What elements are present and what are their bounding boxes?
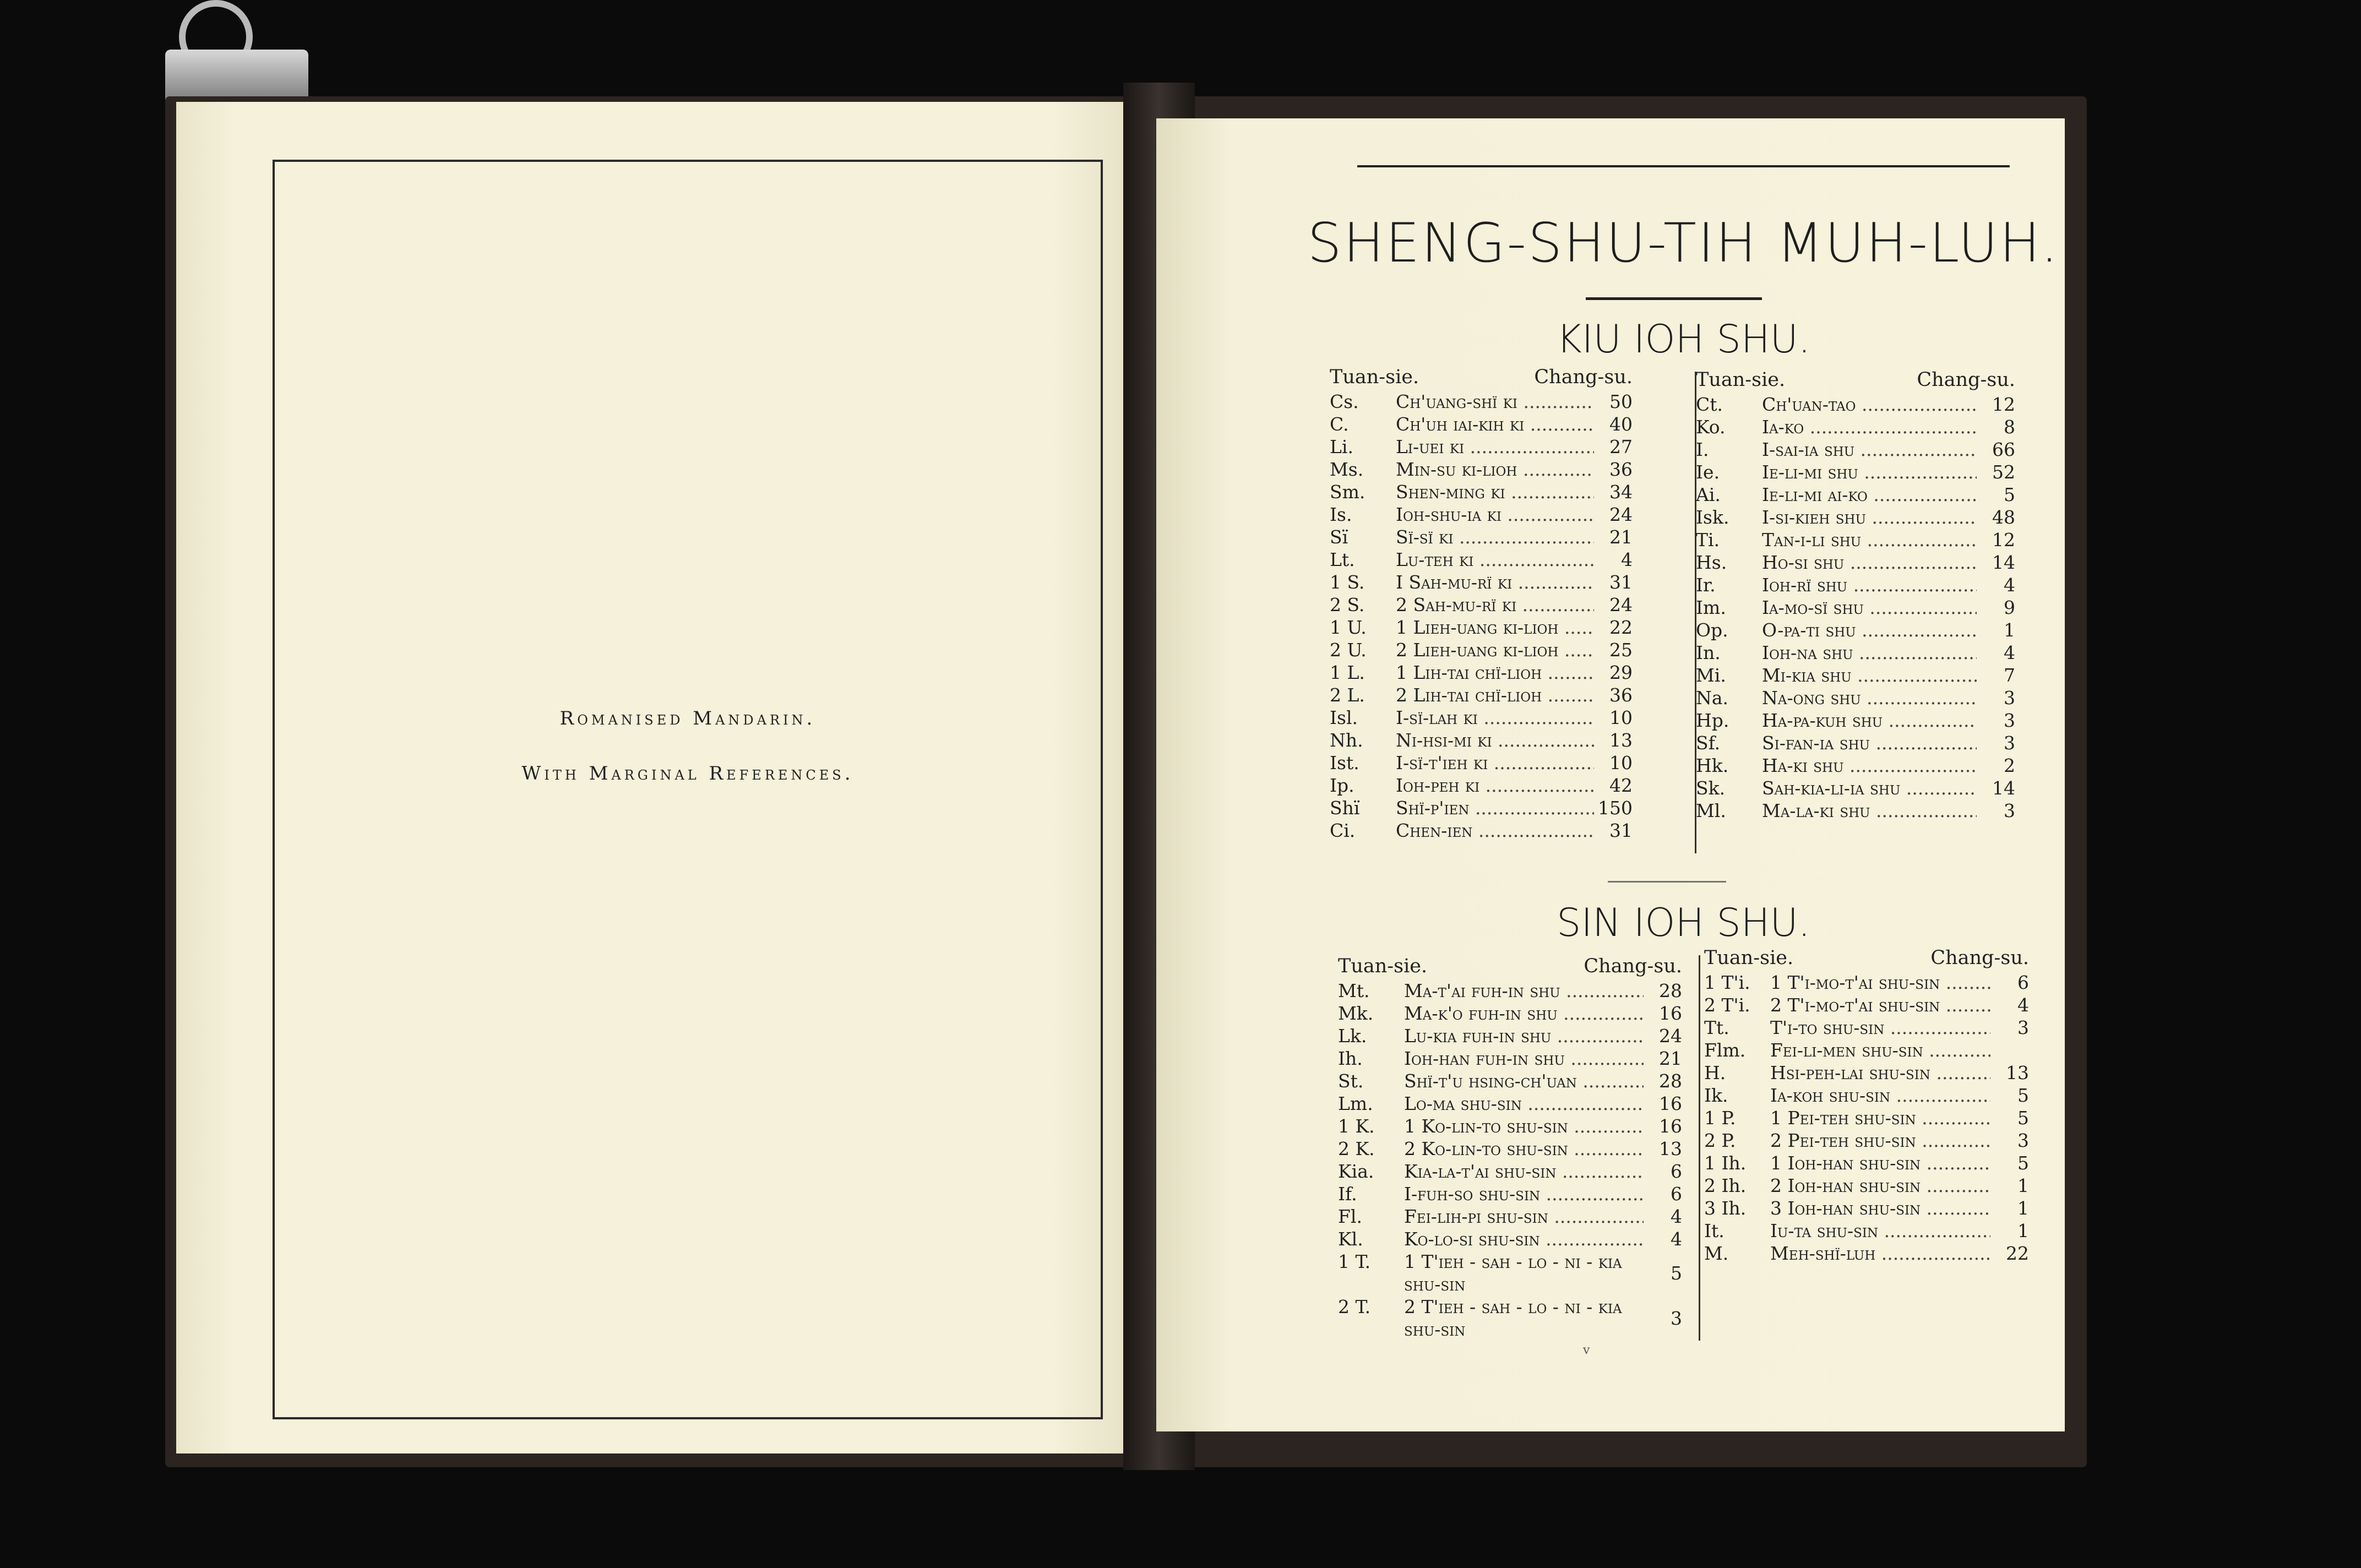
chapter-count: 31 [1609, 571, 1633, 593]
book-entry [1704, 1197, 2029, 1219]
book-entry [1704, 1242, 2029, 1265]
book-entry [1696, 641, 2015, 664]
chapter-count: 4 [1671, 1228, 1682, 1250]
book-abbreviation: 1 T. [1338, 1251, 1371, 1272]
book-abbreviation: Kia. [1338, 1161, 1374, 1182]
book-entry [1696, 416, 2015, 438]
book-name: Si-fan-ia shu ..... [1762, 732, 1977, 754]
book-entry [1338, 979, 1682, 1002]
book-entry [1330, 684, 1633, 706]
book-name: Li-uei ki ..... [1396, 435, 1594, 458]
book-entry [1704, 1129, 2029, 1152]
book-name: Meh-shï-luh ..... [1770, 1242, 1990, 1265]
book-name: Sï-sï ki ..... [1396, 526, 1594, 548]
chapter-count: 13 [2006, 1062, 2029, 1084]
page-number: v [1583, 1343, 1590, 1357]
book-abbreviation: Is. [1330, 504, 1352, 525]
book-name: Ma-la-ki shu ..... [1762, 799, 1977, 822]
chapter-count: 12 [1992, 394, 2015, 415]
book-abbreviation: 1 L. [1330, 662, 1365, 683]
book-name: Ia-mo-sï shu ..... [1762, 596, 1977, 619]
column-header [1338, 955, 1682, 979]
new-testament-left-column [1338, 955, 1682, 1341]
section-divider [1608, 881, 1726, 883]
book-abbreviation: Lt. [1330, 549, 1355, 570]
book-entry [1330, 503, 1633, 526]
abbr-header: Tuan-sie. [1704, 947, 1794, 969]
book-abbreviation: In. [1696, 642, 1721, 663]
book-entry [1696, 709, 2015, 732]
book-abbreviation: Im. [1696, 597, 1726, 618]
book-entry [1696, 461, 2015, 483]
book-name: 1 Lih-tai chï-lioh ..... [1396, 661, 1594, 684]
column-header [1696, 369, 2015, 393]
book-entry [1696, 732, 2015, 754]
book-entry [1704, 1219, 2029, 1242]
book-abbreviation: C. [1330, 413, 1349, 435]
chapter-count: 52 [1992, 461, 2015, 483]
book-entry [1696, 574, 2015, 596]
book-abbreviation: 1 T'i. [1704, 972, 1750, 993]
page-title: SHENG-SHU-TIH MUH-LUH. [1307, 212, 2060, 275]
chapter-count: 31 [1609, 820, 1633, 841]
chapter-count: 6 [1671, 1161, 1682, 1182]
book-entry [1704, 1084, 2029, 1107]
book-entry [1696, 619, 2015, 641]
book-name: Ioh-han fuh-in shu ..... [1404, 1047, 1644, 1070]
column-header [1704, 947, 2029, 971]
book-entry [1338, 1047, 1682, 1070]
book-abbreviation: Li. [1330, 436, 1353, 458]
chapter-count: 9 [2004, 597, 2015, 618]
old-testament-heading: KIU IOH SHU. [1556, 317, 1811, 362]
book-name: 1 Pei-teh shu-sin ..... [1770, 1107, 1990, 1129]
book-name: 2 Sah-mu-rï ki ..... [1396, 594, 1594, 616]
book-abbreviation: 1 Ih. [1704, 1152, 1747, 1174]
book-entry [1704, 1174, 2029, 1197]
book-abbreviation: Ik. [1704, 1085, 1728, 1106]
book-name: 2 Ko-lin-to shu-sin ..... [1404, 1137, 1644, 1160]
book-abbreviation: Hk. [1696, 755, 1729, 776]
book-name: I-fuh-so shu-sin ..... [1404, 1183, 1644, 1205]
book-abbreviation: 2 T'i. [1704, 994, 1750, 1016]
book-abbreviation: Ml. [1696, 800, 1726, 821]
abbr-header: Tuan-sie. [1696, 369, 1786, 391]
book-name: I-sï-lah ki ..... [1396, 706, 1594, 729]
book-entry [1696, 438, 2015, 461]
book-name: Ia-ko ..... [1762, 416, 1977, 438]
chapter-count: 42 [1609, 775, 1633, 796]
book-abbreviation: Ip. [1330, 775, 1354, 796]
chapter-count: 40 [1609, 413, 1633, 435]
chapter-count: 14 [1992, 777, 2015, 799]
book-abbreviation: Lm. [1338, 1093, 1373, 1114]
book-name: Ioh-rï shu ..... [1762, 574, 1977, 596]
book-name: I Sah-mu-rï ki ..... [1396, 571, 1594, 594]
book-entry [1696, 393, 2015, 416]
book-abbreviation: Cs. [1330, 391, 1359, 412]
chapter-count: 4 [2004, 642, 2015, 663]
chapter-count: 22 [2006, 1243, 2029, 1264]
chapter-count: 16 [1659, 1093, 1682, 1114]
chapter-count: 3 [2017, 1017, 2029, 1038]
book-entry [1704, 1152, 2029, 1174]
book-name: Ie-li-mi ai-ko ..... [1762, 483, 1977, 506]
chapter-count: 3 [2004, 800, 2015, 821]
top-rule [1357, 165, 2010, 167]
book-name: Fei-lih-pi shu-sin ..... [1404, 1205, 1644, 1228]
chapter-count: 50 [1609, 391, 1633, 412]
chapter-count: 13 [1659, 1138, 1682, 1159]
book-name: Ha-pa-kuh shu ..... [1762, 709, 1977, 732]
book-name: Ioh-na shu ..... [1762, 641, 1977, 664]
chapter-count: 1 [2017, 1220, 2029, 1242]
book-abbreviation: Sf. [1696, 732, 1721, 754]
chapter-count: 2 [2004, 755, 2015, 776]
book-abbreviation: It. [1704, 1220, 1724, 1242]
book-abbreviation: H. [1704, 1062, 1726, 1084]
chapter-count: 24 [1609, 594, 1633, 616]
chapter-count: 5 [2017, 1152, 2029, 1174]
book-name: Tan-i-li shu ..... [1762, 529, 1977, 551]
book-name: Iu-ta shu-sin ..... [1770, 1219, 1990, 1242]
book-abbreviation: 2 L. [1330, 684, 1365, 706]
chapters-header: Chang-su. [1584, 955, 1682, 977]
book-entry [1338, 1137, 1682, 1160]
book-abbreviation: Ie. [1696, 461, 1720, 483]
book-entry [1696, 687, 2015, 709]
book-name: Ch'uh iai-kih ki ..... [1396, 413, 1594, 435]
left-page-border [273, 160, 1103, 1419]
book-name: Ch'uan-tao ..... [1762, 393, 1977, 416]
book-name: 2 Lieh-uang ki-lioh ..... [1396, 639, 1594, 661]
book-name: Ha-ki shu ..... [1762, 754, 1977, 777]
book-name: 2 T'ieh - sah - lo - ni - kia shu-sin [1404, 1296, 1622, 1340]
book-name: Ho-si shu ..... [1762, 551, 1977, 574]
book-entry [1338, 1160, 1682, 1183]
chapter-count: 28 [1659, 1070, 1682, 1092]
book-entry [1330, 797, 1633, 819]
book-name: 2 Ioh-han shu-sin ..... [1770, 1174, 1990, 1197]
chapter-count: 1 [2004, 619, 2015, 641]
book-abbreviation: Shï [1330, 797, 1360, 819]
book-entry [1696, 529, 2015, 551]
book-name: Lo-ma shu-sin ..... [1404, 1092, 1644, 1115]
book-name: Ma-k'o fuh-in shu ..... [1404, 1002, 1644, 1025]
chapter-count: 7 [2004, 665, 2015, 686]
book-abbreviation: Isl. [1330, 707, 1358, 728]
book-entry [1338, 1092, 1682, 1115]
abbr-header: Tuan-sie. [1330, 366, 1419, 388]
book-entry [1704, 971, 2029, 994]
chapter-count: 22 [1609, 617, 1633, 638]
book-abbreviation: I. [1696, 439, 1709, 460]
chapter-count: 1 [2017, 1175, 2029, 1196]
book-name: 1 T'ieh - sah - lo - ni - kia shu-sin [1404, 1251, 1622, 1295]
book-entry [1338, 1025, 1682, 1047]
book-name: Ioh-shu-ia ki ..... [1396, 503, 1594, 526]
chapters-header: Chang-su. [1930, 947, 2029, 969]
book-abbreviation: 2 P. [1704, 1130, 1736, 1151]
book-entry [1330, 481, 1633, 503]
book-entry [1704, 1039, 2029, 1061]
book-abbreviation: Kl. [1338, 1228, 1363, 1250]
book-abbreviation: Fl. [1338, 1206, 1362, 1227]
book-name: Ch'uang-shï ki ..... [1396, 390, 1594, 413]
book-entry [1338, 1115, 1682, 1137]
book-abbreviation: Ct. [1696, 394, 1723, 415]
book-name: Shï-t'u hsing-ch'uan ..... [1404, 1070, 1644, 1092]
chapter-count: 4 [1671, 1206, 1682, 1227]
chapter-count: 3 [2004, 732, 2015, 754]
abbr-header: Tuan-sie. [1338, 955, 1428, 977]
book-name: I-sai-ia shu ..... [1762, 438, 1977, 461]
book-name: Shï-p'ien ..... [1396, 797, 1594, 819]
book-name: Chen-ien ..... [1396, 819, 1594, 842]
book-name: 1 Ioh-han shu-sin ..... [1770, 1152, 1990, 1174]
chapter-count: 21 [1659, 1048, 1682, 1069]
book-entry [1338, 1183, 1682, 1205]
book-name: 2 Pei-teh shu-sin ..... [1770, 1129, 1990, 1152]
book-abbreviation: Flm. [1704, 1039, 1746, 1061]
chapter-count: 34 [1609, 481, 1633, 503]
chapter-count: 3 [2004, 687, 2015, 709]
book-entry [1338, 1205, 1682, 1228]
book-name: 1 Lieh-uang ki-lioh ..... [1396, 616, 1594, 639]
book-entry [1330, 661, 1633, 684]
book-name: Ma-t'ai fuh-in shu ..... [1404, 979, 1644, 1002]
book-abbreviation: Op. [1696, 619, 1728, 641]
book-entry [1330, 706, 1633, 729]
new-testament-right-column [1704, 947, 2029, 1265]
chapter-count: 36 [1609, 684, 1633, 706]
book-abbreviation: Hs. [1696, 552, 1727, 573]
book-abbreviation: Ms. [1330, 459, 1364, 480]
book-name: Sah-kia-li-ia shu ..... [1762, 777, 1977, 799]
chapter-count: 3 [1671, 1307, 1682, 1329]
book-abbreviation: Ih. [1338, 1048, 1363, 1069]
chapter-count: 8 [2004, 416, 2015, 438]
book-abbreviation: Tt. [1704, 1017, 1729, 1038]
chapter-count: 21 [1609, 526, 1633, 548]
chapter-count: 10 [1609, 707, 1633, 728]
book-abbreviation: Ai. [1696, 484, 1721, 505]
book-abbreviation: M. [1704, 1243, 1729, 1264]
book-entry [1330, 526, 1633, 548]
chapter-count: 16 [1659, 1003, 1682, 1024]
book-entry [1696, 551, 2015, 574]
book-entry [1330, 390, 1633, 413]
book-entry [1338, 1295, 1682, 1341]
book-entry [1696, 483, 2015, 506]
book-abbreviation: 2 U. [1330, 639, 1367, 661]
book-name: 1 T'i-mo-t'ai shu-sin ..... [1770, 971, 1990, 994]
chapter-count: 4 [2017, 994, 2029, 1016]
book-abbreviation: Isk. [1696, 507, 1729, 528]
book-entry [1330, 548, 1633, 571]
book-name: Ioh-peh ki ..... [1396, 774, 1594, 797]
book-name: Fei-li-men shu-sin ..... [1770, 1039, 1990, 1061]
chapter-count: 13 [1609, 729, 1633, 751]
book-entry [1338, 1250, 1682, 1295]
chapter-count: 6 [1671, 1183, 1682, 1205]
book-abbreviation: 2 T. [1338, 1296, 1371, 1317]
title-underline [1586, 297, 1762, 300]
book-entry [1704, 994, 2029, 1016]
book-abbreviation: Ti. [1696, 529, 1720, 551]
book-abbreviation: Mk. [1338, 1003, 1374, 1024]
book-name: 2 Lih-tai chï-lioh ..... [1396, 684, 1594, 706]
chapter-count: 150 [1598, 797, 1633, 819]
book-name: Ia-koh shu-sin ..... [1770, 1084, 1990, 1107]
chapter-count: 10 [1609, 752, 1633, 774]
chapters-header: Chang-su. [1534, 366, 1633, 388]
chapter-count: 29 [1609, 662, 1633, 683]
book-entry [1330, 752, 1633, 774]
chapter-count: 3 [2017, 1130, 2029, 1151]
book-abbreviation: Hp. [1696, 710, 1729, 731]
book-name: Na-ong shu ..... [1762, 687, 1977, 709]
book-name: Ie-li-mi shu ..... [1762, 461, 1977, 483]
chapter-count: 28 [1659, 980, 1682, 1001]
book-entry [1330, 571, 1633, 594]
book-name: Min-su ki-lioh ..... [1396, 458, 1594, 481]
old-testament-right-column [1696, 369, 2015, 822]
chapter-count: 4 [2004, 574, 2015, 596]
book-abbreviation: St. [1338, 1070, 1364, 1092]
chapter-count: 5 [2017, 1107, 2029, 1129]
book-name: T'i-to shu-sin ..... [1770, 1016, 1990, 1039]
book-abbreviation: Nh. [1330, 729, 1363, 751]
book-name: I-sï-t'ieh ki ..... [1396, 752, 1594, 774]
chapter-count: 5 [1671, 1262, 1682, 1284]
chapter-count: 5 [2004, 484, 2015, 505]
book-abbreviation: 1 S. [1330, 571, 1365, 593]
book-entry [1696, 506, 2015, 529]
book-entry [1330, 435, 1633, 458]
book-entry [1330, 594, 1633, 616]
book-entry [1330, 413, 1633, 435]
new-testament-heading: SIN IOH SHU. [1557, 900, 1810, 945]
book-abbreviation: Mi. [1696, 665, 1726, 686]
book-name: Kia-la-t'ai shu-sin ..... [1404, 1160, 1644, 1183]
book-abbreviation: 2 S. [1330, 594, 1365, 616]
old-testament-left-column [1330, 366, 1633, 842]
book-name: I-si-kieh shu ..... [1762, 506, 1977, 529]
column-header [1330, 366, 1633, 390]
book-abbreviation: 1 K. [1338, 1115, 1375, 1137]
book-name: O-pa-ti shu ..... [1762, 619, 1977, 641]
chapter-count: 12 [1992, 529, 2015, 551]
book-name: 1 Ko-lin-to shu-sin ..... [1404, 1115, 1644, 1137]
book-name: Lu-teh ki ..... [1396, 548, 1594, 571]
book-name: 3 Ioh-han shu-sin ..... [1770, 1197, 1990, 1219]
book-abbreviation: If. [1338, 1183, 1357, 1205]
book-name: Shen-ming ki ..... [1396, 481, 1594, 503]
left-page-line-1: Romanised Mandarin. [559, 707, 816, 729]
book-abbreviation: Ci. [1330, 820, 1356, 841]
chapter-count: 24 [1659, 1025, 1682, 1047]
book-name: Hsi-peh-lai shu-sin ..... [1770, 1061, 1990, 1084]
book-entry [1338, 1228, 1682, 1250]
book-entry [1696, 777, 2015, 799]
book-entry [1330, 639, 1633, 661]
book-entry [1696, 664, 2015, 687]
book-name: Mi-kia shu ..... [1762, 664, 1977, 687]
chapter-count: 27 [1609, 436, 1633, 458]
book-abbreviation: Mt. [1338, 980, 1370, 1001]
book-entry [1338, 1070, 1682, 1092]
book-abbreviation: Sm. [1330, 481, 1366, 503]
chapter-count: 6 [2017, 972, 2029, 993]
chapter-count: 3 [2004, 710, 2015, 731]
book-entry [1330, 616, 1633, 639]
book-entry [1330, 819, 1633, 842]
book-entry [1704, 1016, 2029, 1039]
book-name: Ni-hsi-mi ki ..... [1396, 729, 1594, 752]
chapter-count: 5 [2017, 1085, 2029, 1106]
book-name: Ko-lo-si shu-sin ..... [1404, 1228, 1644, 1250]
chapter-count: 14 [1992, 552, 2015, 573]
chapter-count: 66 [1992, 439, 2015, 460]
book-entry [1696, 596, 2015, 619]
chapter-count: 48 [1992, 507, 2015, 528]
book-entry [1696, 799, 2015, 822]
book-entry [1338, 1002, 1682, 1025]
book-abbreviation: 3 Ih. [1704, 1197, 1747, 1219]
book-abbreviation: Ko. [1696, 416, 1726, 438]
book-abbreviation: Sï [1330, 526, 1348, 548]
book-abbreviation: 1 U. [1330, 617, 1367, 638]
book-entry [1330, 774, 1633, 797]
book-abbreviation: Ir. [1696, 574, 1716, 596]
chapter-count: 25 [1609, 639, 1633, 661]
book-abbreviation: Sk. [1696, 777, 1726, 799]
book-abbreviation: Ist. [1330, 752, 1359, 774]
book-abbreviation: 1 P. [1704, 1107, 1736, 1129]
book-name: 2 T'i-mo-t'ai shu-sin ..... [1770, 994, 1990, 1016]
left-page-line-2: With Marginal References. [521, 763, 854, 785]
column-divider [1699, 955, 1700, 1341]
chapter-count: 4 [1621, 549, 1633, 570]
chapter-count: 1 [2017, 1197, 2029, 1219]
book-entry [1330, 729, 1633, 752]
book-abbreviation: 2 Ih. [1704, 1175, 1747, 1196]
book-abbreviation: Na. [1696, 687, 1729, 709]
chapter-count: 16 [1659, 1115, 1682, 1137]
book-entry [1696, 754, 2015, 777]
chapter-count: 24 [1609, 504, 1633, 525]
book-entry [1704, 1107, 2029, 1129]
book-abbreviation: 2 K. [1338, 1138, 1375, 1159]
chapter-count: 36 [1609, 459, 1633, 480]
book-entry [1330, 458, 1633, 481]
book-name: Lu-kia fuh-in shu ..... [1404, 1025, 1644, 1047]
book-abbreviation: Lk. [1338, 1025, 1367, 1047]
chapters-header: Chang-su. [1917, 369, 2015, 391]
book-entry [1704, 1061, 2029, 1084]
